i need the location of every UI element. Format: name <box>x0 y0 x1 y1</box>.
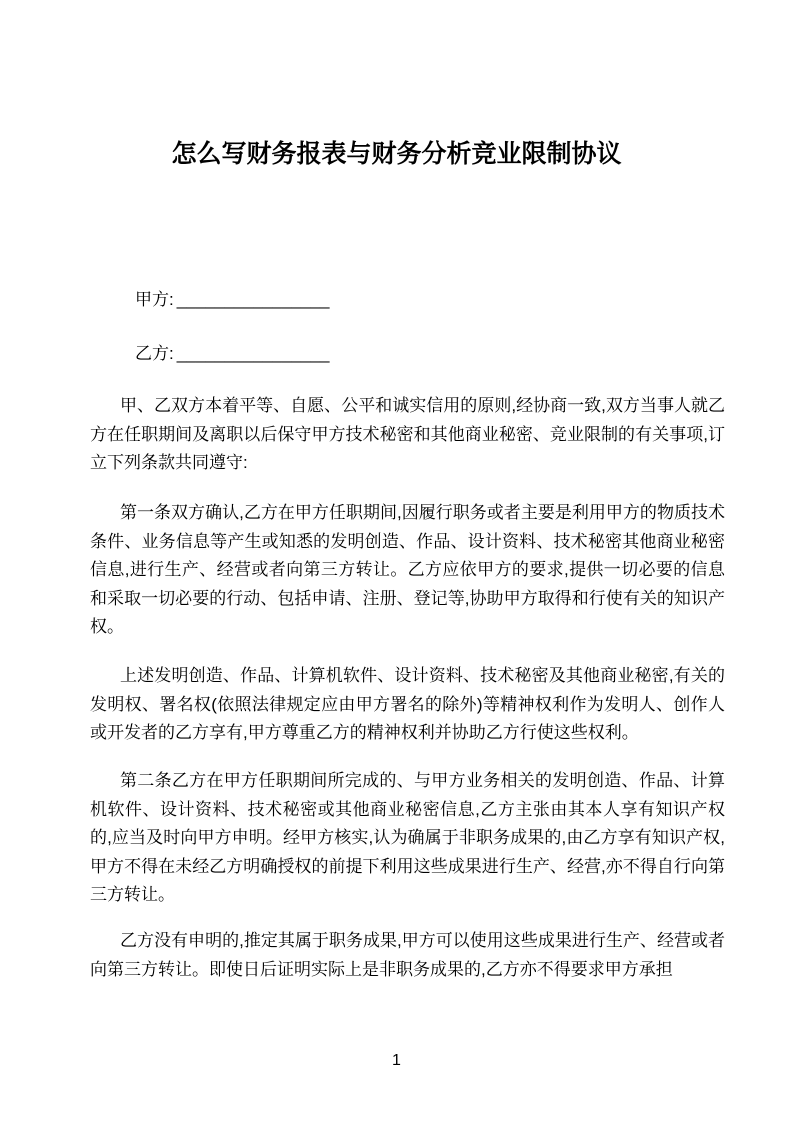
paragraph-clause-1: 第一条双方确认,乙方在甲方任职期间,因履行职务或者主要是利用甲方的物质技术条件、业务信息等产生或知悉的发明创造、作品、设计资料、技术秘密其他商业秘密信息,进行生产、经营或者向第三方转让。乙方应依甲方的要求,提供一切必要的信息和采取一切必要的行动、包括申请、注册、登记等,协助甲方取得和行使有关的知识产权。 <box>90 503 725 636</box>
party-a-blank-line: ________________ <box>176 290 330 309</box>
party-a-label: 甲方: <box>135 290 174 309</box>
paragraph-clause-1-continued: 上述发明创造、作品、计算机软件、设计资料、技术秘密及其他商业秘密,有关的发明权、署名权(依照法律规定应由甲方署名的除外)等精神权利作为发明人、创作人或开发者的乙方享有,甲方尊重乙方的精神权利并协助乙方行使这些权利。 <box>90 666 725 742</box>
paragraph-clause-2-continued: 乙方没有申明的,推定其属于职务成果,甲方可以使用这些成果进行生产、经营或者向第三方转让。即使日后证明实际上是非职务成果的,乙方亦不得要求甲方承担 <box>90 931 725 979</box>
paragraph-preamble: 甲、乙双方本着平等、自愿、公平和诚实信用的原则,经协商一致,双方当事人就乙方在任职期间及离职以后保守甲方技术秘密和其他商业秘密、竞业限制的有关事项,订立下列条款共同遵守: <box>90 396 725 472</box>
paragraph-clause-2: 第二条乙方在甲方任职期间所完成的、与甲方业务相关的发明创造、作品、计算机软件、设计资料、技术秘密或其他商业秘密信息,乙方主张由其本人享有知识产权的,应当及时向甲方申明。经甲方核实,认为确属于非职务成果的,由乙方享有知识产权,甲方不得在未经乙方明确授权的前提下利用这些成果进行生产、经营,亦不得自行向第三方转让。 <box>90 771 725 904</box>
party-b-blank-line: ________________ <box>176 344 330 363</box>
page-number: 1 <box>392 1052 401 1069</box>
party-a-row <box>90 286 725 314</box>
party-b-row <box>90 340 725 368</box>
document-title: 怎么写财务报表与财务分析竞业限制协议 <box>171 140 622 168</box>
party-b-label: 乙方: <box>135 344 174 363</box>
